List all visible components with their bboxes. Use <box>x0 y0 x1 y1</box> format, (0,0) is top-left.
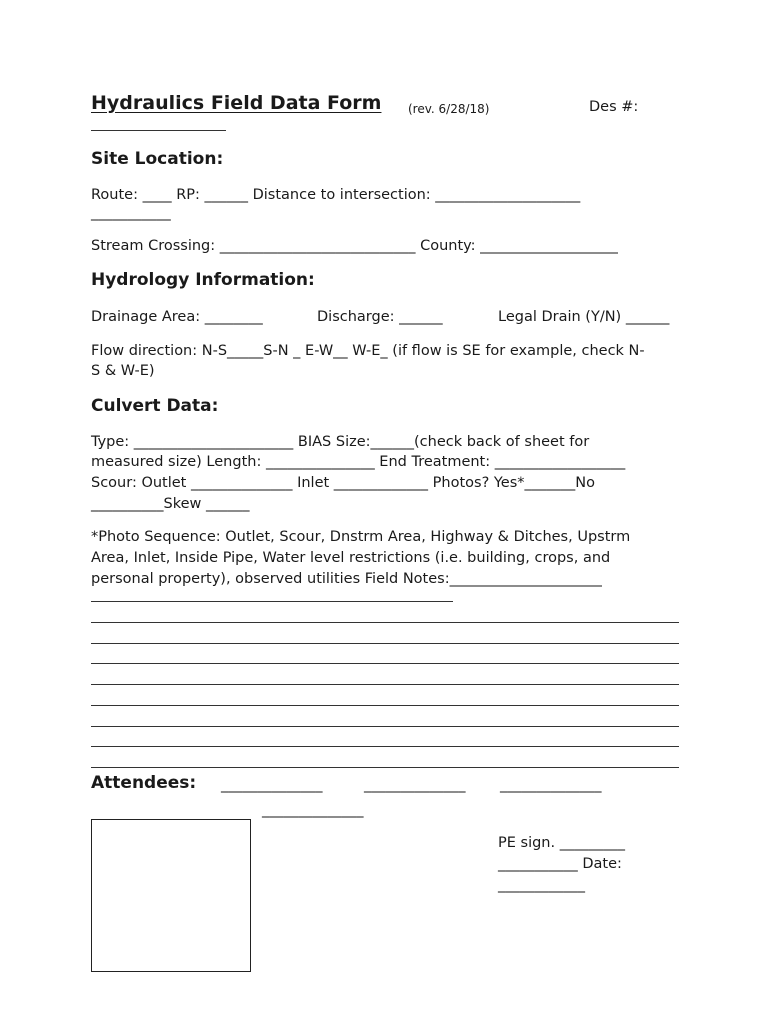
culvert-length-end-treatment-line[interactable]: measured size) Length: _______________ End Treatment: __________________ <box>91 454 626 470</box>
sketch-box[interactable] <box>91 819 251 972</box>
drainage-area-field[interactable]: Drainage Area: ________ <box>91 309 263 325</box>
field-notes-line[interactable] <box>91 663 679 664</box>
hydrology-heading: Hydrology Information: <box>91 270 315 290</box>
field-notes-line[interactable] <box>91 746 679 747</box>
attendees-label: Attendees: <box>91 773 197 793</box>
des-number-blank[interactable] <box>91 130 226 131</box>
field-notes-line[interactable] <box>91 684 679 685</box>
flow-direction-line[interactable]: Flow direction: N-S_____S-N _ E-W__ W-E_ (if flow is SE for example, check N- <box>91 343 645 359</box>
pe-sign-field[interactable]: PE sign. _________ <box>498 835 625 851</box>
attendee-blank[interactable]: ______________ <box>262 802 364 818</box>
attendee-blank[interactable]: ______________ <box>364 777 466 793</box>
discharge-field[interactable]: Discharge: ______ <box>317 309 443 325</box>
revision-date: (rev. 6/28/18) <box>408 102 490 116</box>
field-notes-line[interactable] <box>91 767 679 768</box>
distance-continuation-blank[interactable]: ___________ <box>91 205 171 221</box>
legal-drain-field[interactable]: Legal Drain (Y/N) ______ <box>498 309 670 325</box>
stream-crossing-county-line[interactable]: Stream Crossing: ___________________________ County: ___________________ <box>91 238 618 254</box>
photo-sequence-line-2: Area, Inlet, Inside Pipe, Water level restrictions (i.e. building, crops, and <box>91 550 611 566</box>
culvert-scour-photos-line[interactable]: Scour: Outlet ______________ Inlet _____________ Photos? Yes*_______No <box>91 475 595 491</box>
photo-sequence-line-3[interactable]: personal property), observed utilities Field Notes:_____________________ <box>91 571 602 587</box>
field-notes-line[interactable] <box>91 643 679 644</box>
pe-sign-date-field[interactable]: ___________ Date: <box>498 856 622 872</box>
form-title: Hydraulics Field Data Form <box>91 92 382 114</box>
route-rp-distance-line[interactable]: Route: ____ RP: ______ Distance to intersection: ____________________ <box>91 187 581 203</box>
site-location-heading: Site Location: <box>91 149 224 169</box>
field-notes-line[interactable] <box>91 622 679 623</box>
photo-sequence-line-1: *Photo Sequence: Outlet, Scour, Dnstrm Area, Highway & Ditches, Upstrm <box>91 529 631 545</box>
attendee-blank[interactable]: ______________ <box>221 777 323 793</box>
culvert-type-bias-line[interactable]: Type: ______________________ BIAS Size:______(check back of sheet for <box>91 434 590 450</box>
des-number-label: Des #: <box>589 99 639 115</box>
culvert-data-heading: Culvert Data: <box>91 396 219 416</box>
field-notes-line[interactable] <box>91 705 679 706</box>
field-notes-line[interactable] <box>91 726 679 727</box>
attendee-blank[interactable]: ______________ <box>500 777 602 793</box>
field-notes-line[interactable] <box>91 601 453 602</box>
date-blank[interactable]: ____________ <box>498 877 585 893</box>
flow-direction-line-cont: S & W-E) <box>91 363 155 379</box>
culvert-skew-line[interactable]: __________Skew ______ <box>91 496 250 512</box>
